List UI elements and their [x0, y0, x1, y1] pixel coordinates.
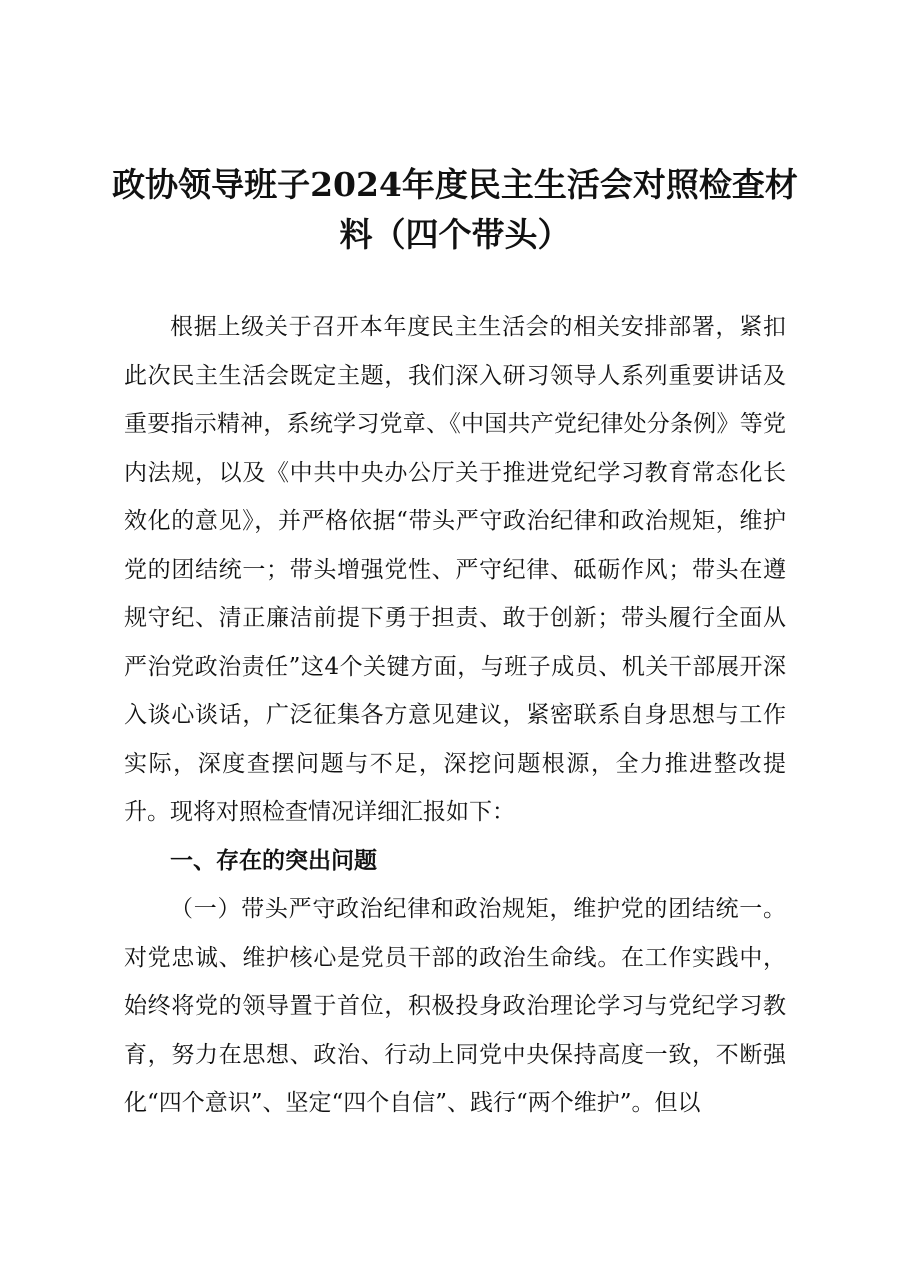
section-paragraph: （一）带头严守政治纪律和政治规矩，维护党的团结统一。对党忠诚、维护核心是党员干部的政治生命线。在工作实践中，始终将党的领导置于首位，积极投身政治理论学习与党纪学习教育，努力在思想、政治、行动上同党中央保持高度一致，不断强化“四个意识”、坚定“四个自信”、践行“两个维护”。但以: [124, 896, 786, 1116]
section-heading: 一、存在的突出问题: [170, 847, 377, 874]
document-title: 政协领导班子2024年度民主生活会对照检查材料（四个带头）: [112, 165, 798, 254]
document-body: [124, 303, 786, 1128]
intro-paragraph: 根据上级关于召开本年度民主生活会的相关安排部署，紧扣此次民主生活会既定主题，我们深入研习领导人系列重要讲话及重要指示精神，系统学习党章、《中国共产党纪律处分条例》等党内法规，以及《中共中央办公厅关于推进党纪学习教育常态化长效化的意见》，并严格依据“带头严守政治纪律和政治规矩，维护党的团结统一；带头增强党性、严守纪律、砥砺作风；带头在遵规守纪、清正廉洁前提下勇于担责、敢于创新；带头履行全面从严治党政治责任”这4个关键方面，与班子成员、机关干部展开深入谈心谈话，广泛征集各方意见建议，紧密联系自身思想与工作实际，深度查摆问题与不足，深挖问题根源，全力推进整改提升。现将对照检查情况详细汇报如下：: [124, 314, 786, 825]
